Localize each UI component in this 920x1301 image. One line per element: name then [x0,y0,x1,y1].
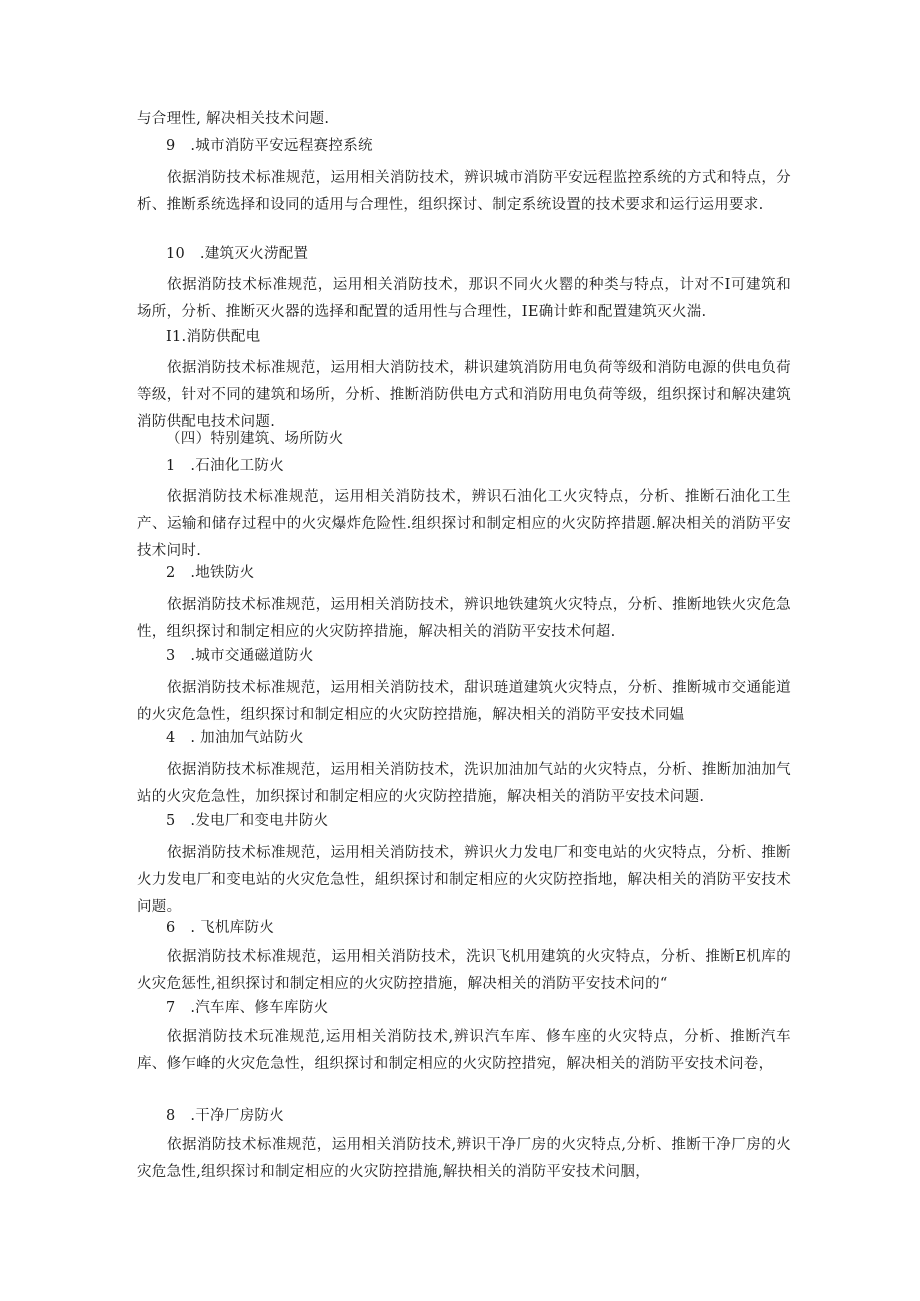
subsection-heading-8: 8 .干净厂房防火 [166,1108,285,1124]
paragraph-section-9: 依据消防技术标准规范，运用相关消防技术，辨识城市消防平安远程监控系统的方式和特点，分析、推断系统选择和设同的适用与合理性，组织探讨、制定系统设置的技术要求和运行运用要求. [137,170,791,213]
paragraph-subsection-2: 依据消防技术标准规范，运用相关消防技术，辨识地铁建筑火灾特点，分析、推断地铁火灾危急性，组织探讨和制定相应的火灾防捽措施，解决相关的消防平安技术何超. [137,597,791,640]
subsection-heading-2: 2 .地铁防火 [166,565,255,581]
paragraph-subsection-6: 依据消防技术标准规范，运用相关消防技术，洗识飞机用建筑的火灾特点，分析、推断E机库的火灾危惩性,祖织探讨和制定相应的火灾防控措施，解决相关的消防平安技术问的“ [137,949,791,992]
paragraph-subsection-3: 依据消防技术标准规范，运用相关消防技术，甜识琏道建筑火灾特点，分析、推断城市交通能道的火灾危急性，组织探讨和制定相应的火灾防控措施，解决相关的消防平安技术同媪 [137,680,791,723]
section-heading-9: 9 .城市消防平安远程赛控系统 [166,138,373,154]
subsection-heading-3: 3 .城市交通磁道防火 [166,648,314,664]
paragraph-section-10: 依据消防技术标准规范，运用相关消防技术，那识不同火火罂的种类与特点，计对不I可建筑和场所，分析、推断灭火器的选择和配置的适用性与合理性，IE确计蚱和配置建筑灭火湍. [137,277,791,320]
subsection-heading-1: 1 .石油化工防火 [166,458,285,474]
paragraph-section-11: 依据消防技术标准规范，运用相大消防技术，耕识建筑消防用电负荷等级和消防电源的供电负荷等级，针对不同的建筑和场所，分析、推断消防供电方式和消防用电负荷等级，组织探讨和解决建筑消防供配电技术问题. [137,360,791,430]
paragraph-subsection-7: 依据消防技术玩准规范,运用相关消防技术,辨识汽车库、修车座的火灾特点，分析、推断汽车库、修乍峰的火灾危急性，组织探讨和制定相应的火灾防控措宛，解决相关的消防平安技术问卷， [137,1029,791,1072]
paragraph-continuation: 与合理性, 解决相关技术问题. [137,111,330,127]
paragraph-subsection-1: 依据消防技术标准规范，运用相关消防技术，辨识石油化工火灾特点，分析、推断石油化工生产、运输和储存过程中的火灾爆炸危险性.组织探讨和制定相应的火灾防捽措题.解决相关的消防平安技术问时. [137,489,791,559]
part-heading-4: （四）特别建筑、场所防火 [166,431,344,447]
section-heading-10: 10 .建筑灭火涝配置 [166,246,309,262]
subsection-heading-6: 6 . 飞机库防火 [166,920,275,936]
section-heading-11: I1.消防供配电 [166,329,261,345]
subsection-heading-7: 7 .汽车库、修车库防火 [166,1000,329,1016]
paragraph-subsection-8: 依据消防技术标准规范，运用相关消防技术,辨识干净厂房的火灾特点,分析、推断干净厂房的火灾危急性,组织探讨和制定相应的火灾防控措施,解抉相关的消防平安技术问胭， [137,1137,791,1180]
paragraph-subsection-5: 依据消防技术标准规范，运用相关消防技术，辨识火力发电厂和变电站的火灾特点，分析、推断火力发电厂和变电站的火灾危急性，組织探讨和制定相应的火灾防控指地，解决相关的消防平安技术问题。 [137,845,791,915]
subsection-heading-4: 4 . 加油加气站防火 [166,730,304,746]
paragraph-subsection-4: 依据消防技术标准规范，运用相关消防技术，洗识加油加气站的火灾特点，分析、推断加油加气站的火灾危急性，加织探讨和制定相应的火灾防控措施，解决相关的消防平安技术问题. [137,762,791,805]
subsection-heading-5: 5 .发电厂和变电井防火 [166,813,329,829]
